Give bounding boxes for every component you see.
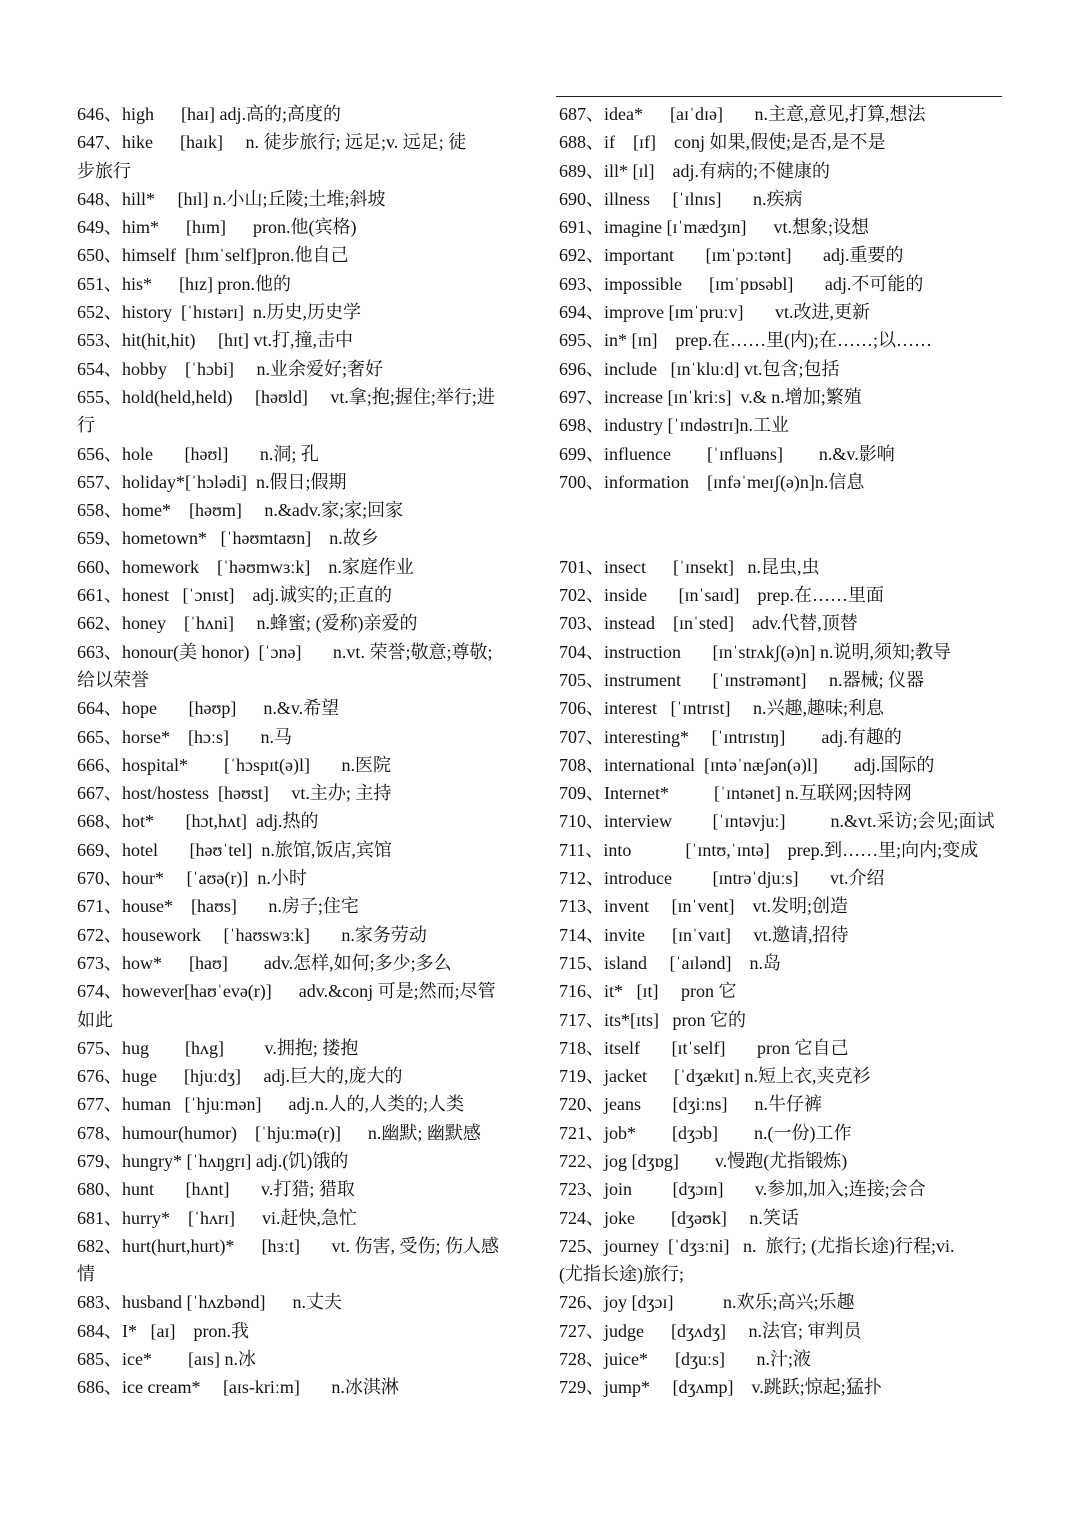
vocab-line: 668、hot* [hɔt,hʌt] adj.热的 — [77, 811, 319, 832]
vocab-line: 683、husband [ˈhʌzbənd] n.丈夫 — [77, 1292, 342, 1313]
vocab-line: 674、however[haʊˈevə(r)] adv.&conj 可是;然而;尽管 — [77, 981, 496, 1002]
vocab-line: 697、increase [ɪnˈkriːs] v.& n.增加;繁殖 — [559, 386, 862, 407]
left-column — [77, 100, 524, 1402]
vocab-line: 727、judge [dʒʌdʒ] n.法官; 审判员 — [559, 1320, 862, 1341]
vocab-line: 722、jog [dʒɒg] v.慢跑(尤指锻炼) — [559, 1150, 848, 1171]
vocab-line: 660、homework [ˈhəʊmwɜːk] n.家庭作业 — [77, 556, 414, 577]
vocab-line: 671、house* [haʊs] n.房子;住宅 — [77, 896, 359, 917]
right-column — [559, 100, 1004, 1402]
vocab-line: (尤指长途)旅行; — [559, 1264, 684, 1285]
vocab-line: 708、international [ɪntəˈnæʃən(ə)l] adj.国际的 — [559, 754, 935, 775]
vocab-line: 665、horse* [hɔːs] n.马 — [77, 726, 292, 747]
vocab-line: 710、interview [ˈɪntəvjuː] n.&vt.采访;会见;面试 — [559, 811, 995, 832]
vocab-line: 706、interest [ˈɪntrɪst] n.兴趣,趣味;利息 — [559, 698, 884, 719]
vocab-line: 724、joke [dʒəʊk] n.笑话 — [559, 1207, 799, 1228]
vocab-line: 686、ice cream* [aɪs-kriːm] n.冰淇淋 — [77, 1377, 399, 1398]
vocab-line: 699、influence [ˈɪnfluəns] n.&v.影响 — [559, 443, 895, 464]
vocab-line: 685、ice* [aɪs] n.冰 — [77, 1349, 256, 1370]
vocab-line: 646、high [haɪ] adj.高的;高度的 — [77, 104, 341, 124]
header-rule — [556, 96, 1002, 97]
blank-line — [559, 524, 1004, 552]
vocab-line: 647、hike [haɪk] n. 徒步旅行; 远足;v. 远足; 徒 — [77, 132, 467, 153]
vocab-line: 715、island [ˈaɪlənd] n.岛 — [559, 952, 781, 973]
vocab-line: 648、hill* [hɪl] n.小山;丘陵;土堆;斜坡 — [77, 188, 386, 209]
vocab-line: 给以荣誉 — [77, 669, 149, 690]
vocab-line: 684、I* [aɪ] pron.我 — [77, 1320, 249, 1341]
vocab-line: 670、hour* [ˈaʊə(r)] n.小时 — [77, 868, 307, 889]
vocab-line: 721、job* [dʒɔb] n.(一份)工作 — [559, 1122, 852, 1143]
vocab-line: 681、hurry* [ˈhʌrɪ] vi.赶快,急忙 — [77, 1207, 357, 1228]
vocab-line: 678、humour(humor) [ˈhjuːmə(r)] n.幽默; 幽默感 — [77, 1122, 481, 1143]
vocab-line: 669、hotel [həʊˈtel] n.旅馆,饭店,宾馆 — [77, 839, 392, 860]
vocab-line: 652、history [ˈhɪstərɪ] n.历史,历史学 — [77, 302, 361, 323]
vocab-line: 720、jeans [dʒiːns] n.牛仔裤 — [559, 1094, 822, 1115]
vocab-line: 729、jump* [dʒʌmp] v.跳跃;惊起;猛扑 — [559, 1377, 882, 1398]
vocab-line: 653、hit(hit,hit) [hɪt] vt.打,撞,击中 — [77, 330, 353, 351]
vocab-line: 行 — [77, 415, 95, 436]
vocab-line: 654、hobby [ˈhɔbi] n.业余爱好;奢好 — [77, 358, 383, 379]
vocab-line: 707、interesting* [ˈɪntrɪstɪŋ] adj.有趣的 — [559, 726, 902, 747]
vocab-line: 711、into [ˈɪntʊ,ˈɪntə] prep.到……里;向内;变成 — [559, 839, 979, 860]
vocab-line: 情 — [77, 1264, 95, 1285]
vocab-line: 719、jacket [ˈdʒækɪt] n.短上衣,夹克衫 — [559, 1066, 871, 1087]
vocab-line: 718、itself [ɪtˈself] pron 它自己 — [559, 1037, 849, 1058]
vocab-line: 709、Internet* [ˈɪntənet] n.互联网;因特网 — [559, 783, 912, 804]
vocab-line: 步旅行 — [77, 160, 131, 181]
vocab-line: 692、important [ɪmˈpɔːtənt] adj.重要的 — [559, 245, 904, 266]
vocab-line: 687、idea* [aɪˈdɪə] n.主意,意见,打算,想法 — [559, 104, 926, 124]
vocab-line: 690、illness [ˈɪlnɪs] n.疾病 — [559, 188, 803, 209]
vocab-line: 725、journey [ˈdʒɜːni] n. 旅行; (尤指长途)行程;vi. — [559, 1235, 955, 1256]
vocab-line: 658、home* [həʊm] n.&adv.家;家;回家 — [77, 500, 404, 521]
blank-line — [559, 496, 1004, 524]
vocab-line: 703、instead [ɪnˈsted] adv.代替,顶替 — [559, 613, 858, 634]
vocab-line: 696、include [ɪnˈkluːd] vt.包含;包括 — [559, 358, 840, 379]
vocab-line: 728、juice* [dʒuːs] n.汁;液 — [559, 1349, 811, 1370]
vocab-line: 679、hungry* [ˈhʌŋgrɪ] adj.(饥)饿的 — [77, 1150, 349, 1171]
vocab-line: 691、imagine [ɪˈmædʒɪn] vt.想象;设想 — [559, 217, 869, 238]
vocab-line: 677、human [ˈhjuːmən] adj.n.人的,人类的;人类 — [77, 1094, 464, 1115]
vocab-line: 680、hunt [hʌnt] v.打猎; 猎取 — [77, 1179, 355, 1200]
vocab-line: 650、himself [hɪmˈself]pron.他自己 — [77, 245, 349, 266]
vocab-line: 649、him* [hɪm] pron.他(宾格) — [77, 217, 357, 238]
vocab-line: 661、honest [ˈɔnɪst] adj.诚实的;正直的 — [77, 585, 392, 606]
vocab-line: 667、host/hostess [həʊst] vt.主办; 主持 — [77, 783, 392, 804]
vocab-line: 705、instrument [ˈɪnstrəmənt] n.器械; 仪器 — [559, 669, 924, 690]
vocab-line: 676、huge [hjuːdʒ] adj.巨大的,庞大的 — [77, 1066, 403, 1087]
vocab-line: 716、it* [ɪt] pron 它 — [559, 981, 737, 1002]
vocab-line: 如此 — [77, 1009, 113, 1030]
vocab-line: 663、honour(美 honor) [ˈɔnə] n.vt. 荣誉;敬意;尊敬; — [77, 641, 493, 662]
vocab-line: 694、improve [ɪmˈpruːv] vt.改进,更新 — [559, 302, 870, 323]
vocab-line: 695、in* [ɪn] prep.在……里(内);在……;以…… — [559, 330, 932, 351]
vocab-line: 673、how* [haʊ] adv.怎样,如何;多少;多么 — [77, 952, 452, 973]
vocab-line: 662、honey [ˈhʌni] n.蜂蜜; (爱称)亲爱的 — [77, 613, 418, 634]
vocab-line: 704、instruction [ɪnˈstrʌkʃ(ə)n] n.说明,须知;教导 — [559, 641, 951, 662]
vocab-line: 689、ill* [ɪl] adj.有病的;不健康的 — [559, 160, 830, 181]
vocab-line: 666、hospital* [ˈhɔspɪt(ə)l] n.医院 — [77, 754, 391, 775]
vocab-line: 712、introduce [ɪntrəˈdjuːs] vt.介绍 — [559, 868, 885, 889]
vocab-line: 726、joy [dʒɔɪ] n.欢乐;高兴;乐趣 — [559, 1292, 855, 1313]
vocab-line: 664、hope [həʊp] n.&v.希望 — [77, 698, 340, 719]
vocab-line: 701、insect [ˈɪnsekt] n.昆虫,虫 — [559, 556, 820, 577]
vocab-line: 698、industry [ˈɪndəstrɪ]n.工业 — [559, 415, 789, 436]
vocab-line: 682、hurt(hurt,hurt)* [hɜːt] vt. 伤害, 受伤; 伤人感 — [77, 1235, 500, 1256]
vocab-line: 717、its*[ɪts] pron 它的 — [559, 1009, 746, 1030]
vocab-line: 702、inside [ɪnˈsaɪd] prep.在……里面 — [559, 585, 884, 606]
vocab-line: 700、information [ɪnfəˈmeɪʃ(ə)n]n.信息 — [559, 471, 865, 492]
vocab-line: 675、hug [hʌg] v.拥抱; 搂抱 — [77, 1037, 359, 1058]
vocab-line: 688、if [ɪf] conj 如果,假使;是否,是不是 — [559, 132, 886, 153]
vocab-line: 714、invite [ɪnˈvaɪt] vt.邀请,招待 — [559, 924, 849, 945]
vocab-line: 713、invent [ɪnˈvent] vt.发明;创造 — [559, 896, 848, 917]
vocab-line: 656、hole [həʊl] n.洞; 孔 — [77, 443, 319, 464]
vocab-line: 655、hold(held,held) [həʊld] vt.拿;抱;握住;举行;进 — [77, 386, 495, 407]
vocab-line: 651、his* [hɪz] pron.他的 — [77, 273, 291, 294]
vocab-line: 657、holiday*[ˈhɔlədi] n.假日;假期 — [77, 471, 347, 492]
vocab-line: 672、housework [ˈhaʊswɜːk] n.家务劳动 — [77, 924, 427, 945]
vocab-line: 659、hometown* [ˈhəʊmtaʊn] n.故乡 — [77, 528, 379, 549]
vocab-line: 693、impossible [ɪmˈpɒsəbl] adj.不可能的 — [559, 273, 924, 294]
vocab-line: 723、join [dʒɔɪn] v.参加,加入;连接;会合 — [559, 1179, 926, 1200]
